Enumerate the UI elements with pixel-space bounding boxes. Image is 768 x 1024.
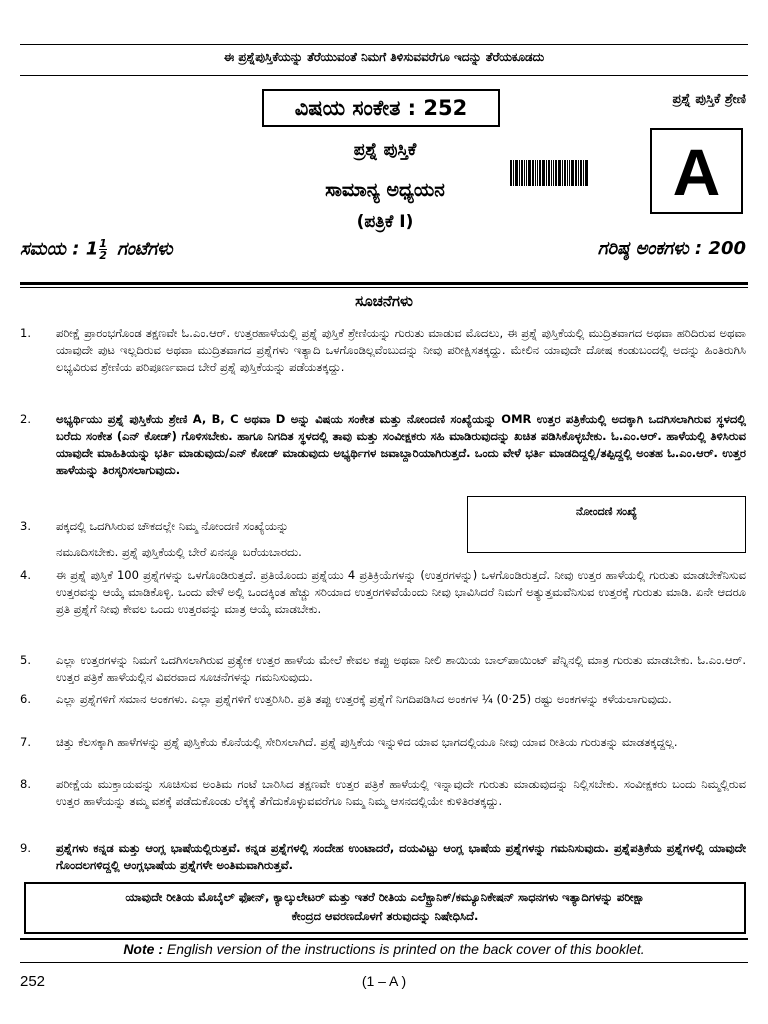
footer-page-number: (1 – A ) (361, 973, 407, 989)
instruction-text: ಪ್ರಶ್ನೆಗಳು ಕನ್ನಡ ಮತ್ತು ಆಂಗ್ಲ ಭಾಷೆಯಲ್ಲಿರುತ್ತವೆ. ಕನ್ನಡ ಪ್ರಶ್ನೆಗಳಲ್ಲಿ ಸಂದೇಹ ಉಂಟಾದರೆ, ದಯವಿಟ್ಟು ಆಂಗ್ಲ ಭಾಷೆಯ ಪ್ರಶ್ನೆಗಳನ್ನು ಗಮನಿಸುವುದು. ಪ್ರಶ್ನೆಪತ್ರಿಕೆಯ ಪ್ರಶ್ನೆಗಳಲ್ಲಿ ಯಾವುದೇ ಗೊಂದಲಗಳಿದ್ದಲ್ಲಿ ಆಂಗ್ಲಭಾಷೆಯ ಪ್ರಶ್ನೆಗಳೇ ಅಂತಿಮವಾಗಿರುತ್ತವೆ. (56, 841, 746, 872)
time-allowed (20, 238, 173, 261)
instruction-text: ಚಿತ್ತು ಕೆಲಸಕ್ಕಾಗಿ ಹಾಳೆಗಳನ್ನು ಪ್ರಶ್ನೆ ಪುಸ್ತಿಕೆಯ ಕೊನೆಯಲ್ಲಿ ಸೇರಿಸಲಾಗಿದೆ. ಪ್ರಶ್ನೆ ಪುಸ್ತಿಕೆಯ ಇನ್ನುಳಿದ ಯಾವ ಭಾಗದಲ್ಲಿಯೂ ನೀವು ಯಾವ ರೀತಿಯ ಗುರುತನ್ನು ಮಾಡತಕ್ಕದ್ದಲ್ಲ. (56, 735, 678, 749)
instruction-item-1 (20, 325, 746, 376)
paper-title: (ಪತ್ರಿಕೆ I) (356, 212, 414, 232)
instruction-text-line1: ಪಕ್ಕದಲ್ಲಿ ಒದಗಿಸಿರುವ ಚೌಕದಲ್ಲೇ ನಿಮ್ಮ ನೋಂದಣಿ ಸಂಖ್ಯೆಯನ್ನು (56, 519, 289, 533)
subject-code-label: ವಿಷಯ ಸಂಕೇತ : (294, 96, 417, 120)
instruction-number: 4. (20, 568, 31, 582)
booklet-series-label: ಪ್ರಶ್ನೆ ಪುಸ್ತಿಕೆ ಶ್ರೇಣಿ (672, 92, 746, 107)
instruction-text: ಪರೀಕ್ಷೆ ಪ್ರಾರಂಭಗೊಂಡ ತಕ್ಷಣವೇ ಓ.ಎಂ.ಆರ್. ಉತ್ತರಹಾಳೆಯಲ್ಲಿ ಪ್ರಶ್ನೆ ಪುಸ್ತಿಕೆ ಶ್ರೇಣಿಯನ್ನು ಗುರುತು ಮಾಡುವ ಮೊದಲು, ಈ ಪ್ರಶ್ನೆ ಪುಸ್ತಿಕೆಯಲ್ಲಿ ಮುದ್ರಿತವಾಗದ ಅಥವಾ ಹರಿದಿರುವ ಅಥವಾ ಯಾವುದೇ ಪುಟ ಇಲ್ಲದಿರುವ ಅಥವಾ ಮುದ್ರಿತವಾಗದ ಪ್ರಶ್ನೆಗಳು ಇತ್ಯಾದಿ ಒಳಗೊಂಡಿಲ್ಲವೆಂಬುದನ್ನು ನೀವು ಪರೀಕ್ಷಿಸತಕ್ಕದ್ದು. ಮೇಲಿನ ಯಾವುದೇ ದೋಷ ಕಂಡುಬಂದಲ್ಲಿ ಅದನ್ನು ಹಿಂತಿರುಗಿಸಿ ಲಭ್ಯವಿರುವ ಶ್ರೇಣಿಯ ಪರಿಪೂರ್ಣವಾದ ಬೇರೆ ಪ್ರಶ್ನೆ ಪುಸ್ತಿಕೆಯನ್ನು ಪಡೆಯತಕ್ಕದ್ದು. (56, 326, 746, 374)
time-fraction-num: 1 (99, 237, 107, 250)
instruction-text: ಅಭ್ಯರ್ಥಿಯು ಪ್ರಶ್ನೆ ಪುಸ್ತಿಕೆಯ ಶ್ರೇಣಿ A, B, C ಅಥವಾ D ಅನ್ನು ವಿಷಯ ಸಂಕೇತ ಮತ್ತು ನೋಂದಣಿ ಸಂಖ್ಯೆಯನ್ನು OMR ಉತ್ತರ ಪತ್ರಿಕೆಯಲ್ಲಿ ಅದಕ್ಕಾಗಿ ಒದಗಿಸಲಾಗಿರುವ ಸ್ಥಳದಲ್ಲಿ ಬರೆದು ಸಂಕೇತ (ಎನ್ ಕೋಡ್) ಗೊಳಿಸಬೇಕು. ಹಾಗೂ ನಿಗದಿತ ಸ್ಥಳದಲ್ಲಿ ತಾವು ಮತ್ತು ಸಂವೀಕ್ಷಕರು ಸಹಿ ಮಾಡಿರುವುದನ್ನು ಖಚಿತ ಪಡಿಸಿಕೊಳ್ಳಬೇಕು. ಓ.ಎಂ.ಆರ್. ಹಾಳೆಯಲ್ಲಿ ತಿಳಿಸಿರುವ ಯಾವುದೇ ಮಾಹಿತಿಯನ್ನು ಭರ್ತಿ ಮಾಡುವುದು/ಎನ್ ಕೋಡ್ ಮಾಡುವುದು ಅಭ್ಯರ್ಥಿಗಳ ಜವಾಬ್ದಾರಿಯಾಗಿರುತ್ತದೆ. ಒಂದು ವೇಳೆ ಭರ್ತಿ ಮಾಡದಿದ್ದಲ್ಲಿ/ತಪ್ಪಿದ್ದಲ್ಲಿ ಅಂತಹ ಓ.ಎಂ.ಆರ್. ಉತ್ತರ ಹಾಳೆಯನ್ನು ತಿರಸ್ಕರಿಸಲಾಗುವುದು. (56, 412, 746, 477)
registration-number-label: ನೋಂದಣಿ ಸಂಖ್ಯೆ (575, 505, 638, 518)
instruction-item-2 (20, 411, 746, 479)
instruction-item-5 (20, 652, 746, 686)
subject-code: 252 (423, 96, 468, 120)
footer-subject-code: 252 (20, 973, 46, 990)
warning-line-1: ಯಾವುದೇ ರೀತಿಯ ಮೊಬೈಲ್ ಫೋನ್, ಕ್ಯಾಲ್ಕುಲೇಟರ್ ಮತ್ತು ಇತರೆ ರೀತಿಯ ಎಲೆಕ್ಟ್ರಾನಿಕ್/ಕಮ್ಯೂನಿಕೇಷನ್ ಸಾಧನಗಳು ಇತ್ಯಾದಿಗಳನ್ನು ಪರೀಕ್ಷಾ (125, 890, 645, 904)
time-fraction (99, 238, 107, 261)
do-not-open-note: ಈ ಪ್ರಶ್ನೆಪುಸ್ತಿಕೆಯನ್ನು ತೆರೆಯುವಂತೆ ನಿಮಗೆ ತಿಳಿಸುವವರೆಗೂ ಇದನ್ನು ತೆರೆಯಕೂಡದು (223, 50, 545, 64)
instruction-number: 3. (20, 519, 31, 533)
instruction-item-6 (20, 691, 746, 708)
instruction-number: 1. (20, 326, 31, 340)
instruction-text: ಎಲ್ಲಾ ಪ್ರಶ್ನೆಗಳಿಗೆ ಸಮಾನ ಅಂಕಗಳು. ಎಲ್ಲಾ ಪ್ರಶ್ನೆಗಳಿಗೆ ಉತ್ತರಿಸಿರಿ. ಪ್ರತಿ ತಪ್ಪು ಉತ್ತರಕ್ಕೆ ಪ್ರಶ್ನೆಗೆ ನಿಗದಿಪಡಿಸಿದ ಅಂಕಗಳ ¼ (0·25) ರಷ್ಟು ಅಂಕಗಳನ್ನು ಕಳೆಯಲಾಗುವುದು. (56, 692, 672, 706)
marks-value: 200 (708, 238, 746, 259)
top-note-rule (20, 75, 748, 76)
instruction-text: ಎಲ್ಲಾ ಉತ್ತರಗಳನ್ನು ನಿಮಗೆ ಒದಗಿಸಲಾಗಿರುವ ಪ್ರತ್ಯೇಕ ಉತ್ತರ ಹಾಳೆಯ ಮೇಲೆ ಕೇವಲ ಕಪ್ಪು ಅಥವಾ ನೀಲಿ ಶಾಯಿಯ ಬಾಲ್‌ಪಾಯಿಂಟ್ ಪೆನ್ನಿನಲ್ಲಿ ಮಾತ್ರ ಗುರುತು ಮಾಡಬೇಕು. ಓ.ಎಂ.ಆರ್. ಉತ್ತರ ಪತ್ರಿಕೆ ಹಾಳೆಯಲ್ಲಿನ ವಿವರವಾದ ಸೂಚನೆಗಳನ್ನು ಗಮನಿಸುವುದು. (56, 653, 746, 684)
instruction-number: 9. (20, 841, 31, 855)
instruction-number: 8. (20, 777, 31, 791)
instruction-text-line2: ನಮೂದಿಸಬೇಕು. ಪ್ರಶ್ನೆ ಪುಸ್ತಿಕೆಯಲ್ಲಿ ಬೇರೆ ಏನನ್ನೂ ಬರೆಯಬಾರದು. (56, 545, 302, 559)
time-fraction-den: 2 (99, 249, 107, 262)
booklet-title: ಪ್ರಶ್ನೆ ಪುಸ್ತಿಕೆ (353, 140, 417, 160)
time-whole: 1 (85, 238, 99, 260)
instruction-number: 6. (20, 692, 31, 706)
english-version-note (0, 941, 768, 957)
time-unit: ಗಂಟೆಗಳು (117, 238, 173, 260)
marks-label: ಗರಿಷ್ಠ ಅಂಕಗಳು : (597, 238, 703, 259)
instruction-text: ಪರೀಕ್ಷೆಯ ಮುಕ್ತಾಯವನ್ನು ಸೂಚಿಸುವ ಅಂತಿಮ ಗಂಟೆ ಬಾರಿಸಿದ ತಕ್ಷಣವೇ ಉತ್ತರ ಪತ್ರಿಕೆ ಹಾಳೆಯಲ್ಲಿ ಇನ್ನಾವುದೇ ಗುರುತು ಮಾಡುವುದನ್ನು ನಿಲ್ಲಿಸಬೇಕು. ಸಂವೀಕ್ಷಕರು ಬಂದು ನಿಮ್ಮಲ್ಲಿರುವ ಉತ್ತರ ಹಾಳೆಯನ್ನು ತಮ್ಮ ವಶಕ್ಕೆ ಪಡೆದುಕೊಂಡು ಲೆಕ್ಕಕ್ಕೆ ತೆಗೆದುಕೊಳ್ಳುವವರೆಗೂ ನಿಮ್ಮ ನಿಮ್ಮ ಆಸನದಲ್ಲಿಯೇ ಕುಳಿತಿರತಕ್ಕದ್ದು. (56, 777, 746, 808)
registration-number-box[interactable] (467, 496, 746, 553)
electronic-devices-warning (24, 882, 746, 934)
header-rule-thick (20, 282, 748, 285)
instruction-item-8 (20, 776, 746, 810)
warning-line-2: ಕೇಂದ್ರದ ಆವರಣದೊಳಗೆ ತರುವುದನ್ನು ನಿಷೇಧಿಸಿದೆ. (291, 909, 479, 923)
instruction-number: 5. (20, 653, 31, 667)
barcode (510, 160, 606, 186)
instructions-heading: ಸೂಚನೆಗಳು (355, 292, 413, 310)
note-text: English version of the instructions is printed on the back cover of this booklet. (166, 941, 645, 957)
header-rule-thin (20, 287, 748, 288)
booklet-series: A (650, 128, 743, 214)
instruction-item-4 (20, 567, 746, 618)
instruction-text: ಈ ಪ್ರಶ್ನೆ ಪುಸ್ತಿಕೆ 100 ಪ್ರಶ್ನೆಗಳನ್ನು ಒಳಗೊಂಡಿರುತ್ತದೆ. ಪ್ರತಿಯೊಂದು ಪ್ರಶ್ನೆಯು 4 ಪ್ರತಿಕ್ರಿಯೆಗಳನ್ನು (ಉತ್ತರಗಳನ್ನು) ಒಳಗೊಂಡಿರುತ್ತದೆ. ನೀವು ಉತ್ತರ ಹಾಳೆಯಲ್ಲಿ ಗುರುತು ಮಾಡಬೇಕೆನಿಸುವ ಉತ್ತರವನ್ನು ಆಯ್ಕೆ ಮಾಡಿಕೊಳ್ಳಿ. ಒಂದು ವೇಳೆ ಅಲ್ಲಿ ಒಂದಕ್ಕಿಂತ ಹೆಚ್ಚು ಸರಿಯಾದ ಉತ್ತರಗಳಿವೆಯೆಂದು ನೀವು ಭಾವಿಸಿದರೆ ನಿಮಗೆ ಅತ್ಯುತ್ತಮವೆನಿಸುವ ಉತ್ತರಕ್ಕೆ ಗುರುತು ಮಾಡಿ. ಏನೇ ಆದರೂ ಪ್ರತಿ ಪ್ರಶ್ನೆಗೆ ನೀವು ಕೇವಲ ಒಂದು ಉತ್ತರವನ್ನು ಮಾತ್ರ ಆಯ್ಕೆ ಮಾಡಬೇಕು. (56, 568, 746, 616)
instruction-number: 7. (20, 735, 31, 749)
note-label: Note : (123, 941, 163, 957)
instruction-item-3 (20, 518, 448, 535)
instruction-item-9 (20, 840, 746, 874)
note-rule-top (20, 938, 748, 940)
subject-code-box (262, 89, 500, 127)
maximum-marks (598, 238, 746, 259)
subject-title: ಸಾಮಾನ್ಯ ಅಧ್ಯಯನ (325, 179, 445, 201)
instruction-item-7 (20, 734, 746, 751)
top-rule (20, 44, 748, 45)
note-rule-bottom (20, 962, 748, 963)
time-label: ಸಮಯ : (20, 238, 80, 260)
instruction-number: 2. (20, 412, 31, 426)
